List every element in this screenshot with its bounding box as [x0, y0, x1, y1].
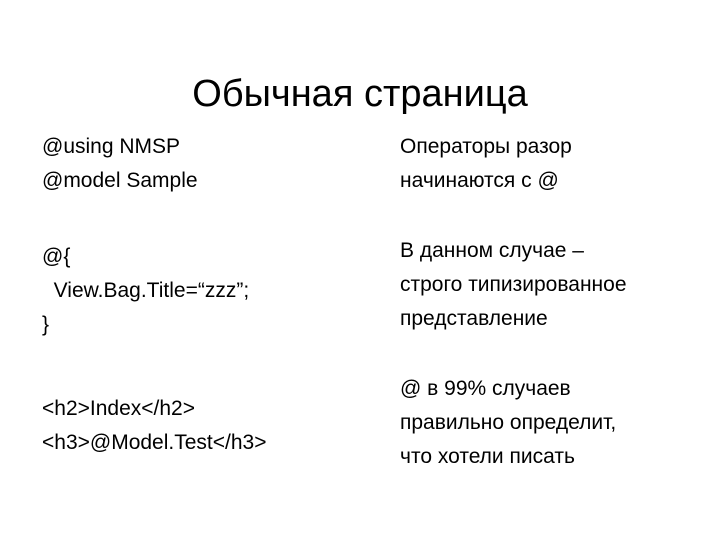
code-line: <h2>Index</h2> — [42, 397, 195, 420]
right-block-operators — [400, 130, 572, 198]
text-line: строго типизированное — [400, 273, 627, 296]
left-block-markup — [42, 392, 266, 460]
code-line: @model Sample — [42, 169, 198, 192]
text-line: представление — [400, 307, 548, 330]
text-line: что хотели писать — [400, 445, 575, 468]
text-line: правильно определит, — [400, 411, 617, 434]
right-block-typed — [400, 234, 627, 336]
right-block-detection — [400, 372, 616, 474]
text-line: начинаются с @ — [400, 169, 559, 192]
code-line: } — [42, 313, 50, 336]
code-line: <h3>@Model.Test</h3> — [42, 431, 267, 454]
left-block-directives — [42, 130, 198, 198]
code-line: @using NMSP — [42, 135, 181, 158]
text-line: @ в 99% случаев — [400, 377, 571, 400]
code-line: View.Bag.Title=“zzz”; — [42, 279, 250, 302]
text-line: Операторы разор — [400, 135, 572, 158]
slide-title: Обычная страница — [192, 73, 528, 116]
code-line: @{ — [42, 245, 71, 268]
text-line: В данном случае – — [400, 239, 584, 262]
left-block-code — [42, 240, 249, 342]
